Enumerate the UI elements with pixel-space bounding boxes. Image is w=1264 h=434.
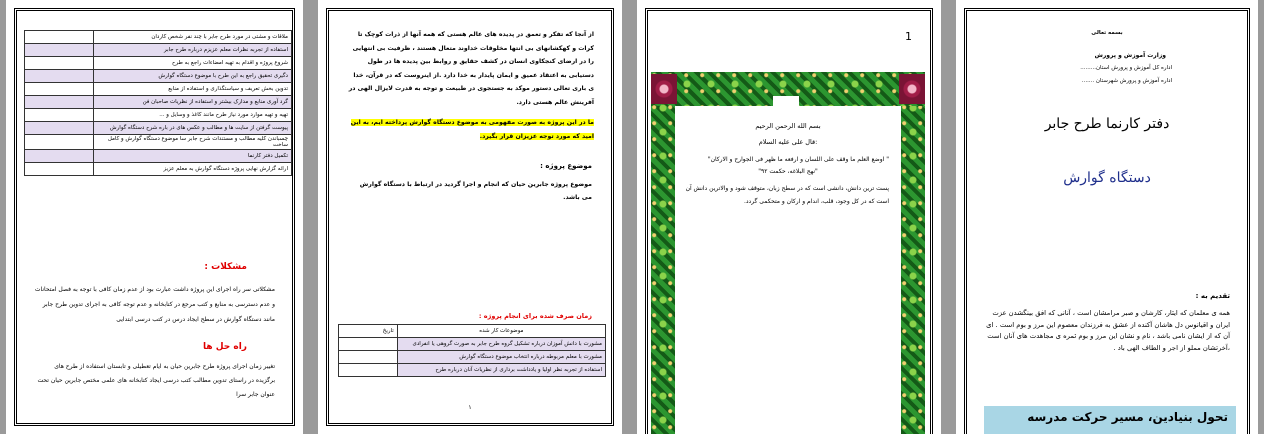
activity-cell: پیوست گرفتن از سایت ها و مطالب و عکس های در باره شرح دستگاه گوارش (94, 122, 292, 135)
activity-cell: دگیری تحقیق راجع به این طرح با موضوع دستگاه گوارش (94, 70, 292, 83)
topic-title: موضوع پروژه : (540, 162, 592, 170)
activities-table (24, 30, 292, 176)
activity-cell: گرد آوری منابع و مدارک بیشتر و استفاده از نظریات صاحبان فن (94, 96, 292, 109)
ornament-corner-left (651, 74, 677, 104)
ornament-corner-right (899, 74, 925, 104)
ministry-line: وزارت آموزش و پرورش (1094, 52, 1166, 59)
activity-cell: تکمیل دفتر کارنما (94, 150, 292, 163)
dedication-text: همه ی معلمان که ایثار، کارشان و صبر مرامشان است ، آنانی که افق بینگشدن عزت ایران و اقیانوس دل هاشان آکنده از عشق به فرزندان معصوم این مرز و بوم است . ای آن که از ایشان نامی باشد ، نام و نشان این مرز و بوم ثمره ی مجاهدت های آنان است ،آخرتشان مملو از اجر و الطاف الهی باد . (986, 309, 1230, 352)
table-row (25, 57, 292, 70)
problems-title: مشکلات : (204, 262, 247, 272)
activity-cell: ارائه گزارش نهایی پروژه دستگاه گوارش به معلم عزیز (94, 163, 292, 176)
table-row (339, 364, 606, 377)
table-row (25, 150, 292, 163)
general-office-line: اداره کل آموزش و پرورش استان......... (1080, 65, 1172, 71)
page-number: ۱ (468, 404, 472, 411)
footer-text: تحول بنیادین، مسیر حرکت مدرسه (1027, 410, 1228, 424)
table-row (25, 44, 292, 57)
date-column-header: تاریخ (339, 325, 398, 338)
date-cell (25, 70, 94, 83)
topic-cell: مشورت با دانش آموزان درباره تشکیل گروه طرح جابر به صورت گروهی یا انفرادی (397, 338, 605, 351)
table-row (25, 70, 292, 83)
page-3 (637, 0, 941, 434)
table-row (25, 122, 292, 135)
table-row (25, 31, 292, 44)
time-table (338, 324, 606, 377)
date-cell (25, 96, 94, 109)
table-row (339, 351, 606, 364)
date-cell (25, 109, 94, 122)
highlight-text: ما در این پروژه به صورت مفهومی به موضوع دستگاه گوارش پرداخته ایم، به این امید که مورد توجه عزیزان قرار بگیرد. (350, 119, 594, 140)
ornament-left (651, 72, 675, 434)
table-row (25, 109, 292, 122)
date-cell (25, 57, 94, 70)
solutions-title: راه حل ها (203, 342, 247, 352)
date-cell (25, 122, 94, 135)
table-row (25, 163, 292, 176)
date-cell (25, 135, 94, 150)
header-line: بسمه تعالی (1091, 30, 1123, 36)
page-1 (6, 0, 303, 434)
table-row (339, 338, 606, 351)
intro-paragraph: از آنجا که تفکر و تعمق در پدیده های عالم هستی که همه آنها از ذرات کوچک تا کرات و کهکشانهای بی انتها مخلوقات خداوند متعال هستند ، ظرفیت بی انتهایی را در ارضای کنجکاوی انسان در کشف حقایق و روابط بین پدیده ها در طول دستیابی به اعتقاد عمیق و ایمان پایدار به خدا دارد .از اینروست که در قرآن، خدا ی باری تعالی دستور موکد به جستجوی در طبیعت و توجه به قدرت لایزال الهی در آفرینش عالم هستی دارد. (348, 31, 594, 106)
topic-text: موضوع پروژه جابرین حیان که انجام و اجرا گردید در ارتباط با دستگاه گوارش می باشد. (359, 181, 592, 201)
footer-banner (984, 406, 1236, 434)
date-cell (25, 83, 94, 96)
problems-text: مشکلاتی سر راه اجرای این پروژه داشت عبارت بود از عدم زمان کافی با توجه به فصل امتحانات و عدم دسترسی به منابع و کتب مرجع در کتابخانه و عدم توجه کافی به اجرای تدوین طرح جابر مانند دستگاه گوارش در سطح ایجاد درس در کتب درسی ابتدایی (34, 286, 275, 323)
activity-cell: ملاقات و مشتی در مورد طرح جابر با چند نفر شخص کاردان (94, 31, 292, 44)
activity-cell: شروع پروژه و اقدام به تهیه امضاءات راجع به طرح (94, 57, 292, 70)
solutions-text: تغییر زمان اجرای پروژه طرح جابرین حیان به ایام تعطیلی و تابستان استفاده از طرح های برگزیده در راستای تدوین مطالب کتب درسی ایجاد کتابخانه های علمی مختص جابرین حیان تحت عنوان جابر سرا (37, 363, 275, 398)
page-4-border (964, 8, 1250, 434)
quote-translation: پست ترین دانش، دانشی است که در سطح زبان، متوقف شود و والاترین دانش آن است که در کل وجود، قلب، اندام و ارکان و متحکمی گردد. (685, 185, 889, 205)
activity-cell: تهیه و تهیه موارد مورد نیاز طرح مانند کاغذ و وسایل و ... (94, 109, 292, 122)
quote-arabic: " اوضع العلم ما وقف علی اللسان و ارفعه ما ظهر فی الجوارح و الارکان" (707, 156, 889, 163)
dedication-title: تقدیم به : (1195, 292, 1230, 300)
activity-cell: تدوین بخش تعریف و سیاستگذاری و استفاده از منابع (94, 83, 292, 96)
date-cell (25, 44, 94, 57)
topic-cell: مشورت با معلم مربوطه درباره انتخاب موضوع دستگاه گوارش (397, 351, 605, 364)
page-4 (956, 0, 1258, 434)
date-cell (339, 351, 398, 364)
table-row (25, 83, 292, 96)
date-cell (339, 338, 398, 351)
page-2 (318, 0, 622, 434)
basmala: بسم الله الرحمن الرحیم (755, 122, 821, 130)
project-subject: دستگاه گوارش (1063, 170, 1151, 186)
page-number: 1 (905, 30, 912, 43)
activity-cell: استفاده از تجربه نظرات معلم عزیزم درباره طرح جابر (94, 44, 292, 57)
time-spent-title: زمان صرف شده برای انجام پروژه : (478, 312, 592, 320)
ornament-right (901, 72, 925, 434)
city-office-line: اداره آموزش و پرورش شهرستان ....... (1081, 78, 1172, 84)
date-cell (25, 163, 94, 176)
highlight-paragraph (348, 116, 594, 143)
topics-column-header: موضوعات کار شده (397, 325, 605, 338)
date-cell (339, 364, 398, 377)
quote-intro: قال علی علیه السلام: (758, 138, 818, 146)
table-row (25, 96, 292, 109)
table-row (25, 135, 292, 150)
date-cell (25, 150, 94, 163)
activity-cell: چسباندن کلیه مطالب و مستندات شرح جابر سا موضوع دستگاه گوارش و کامل ساخت (94, 135, 292, 150)
date-cell (25, 31, 94, 44)
inner-panel (675, 106, 901, 434)
quote-source: "نهج البلاغه، حکمت ۹۲" (758, 168, 818, 175)
topic-cell: استفاده از تجربه نظر اولیا و یادداشت برداری از نظریات آنان درباره طرح (397, 364, 605, 377)
notebook-title: دفتر کارنما طرح جابر (1044, 116, 1170, 132)
